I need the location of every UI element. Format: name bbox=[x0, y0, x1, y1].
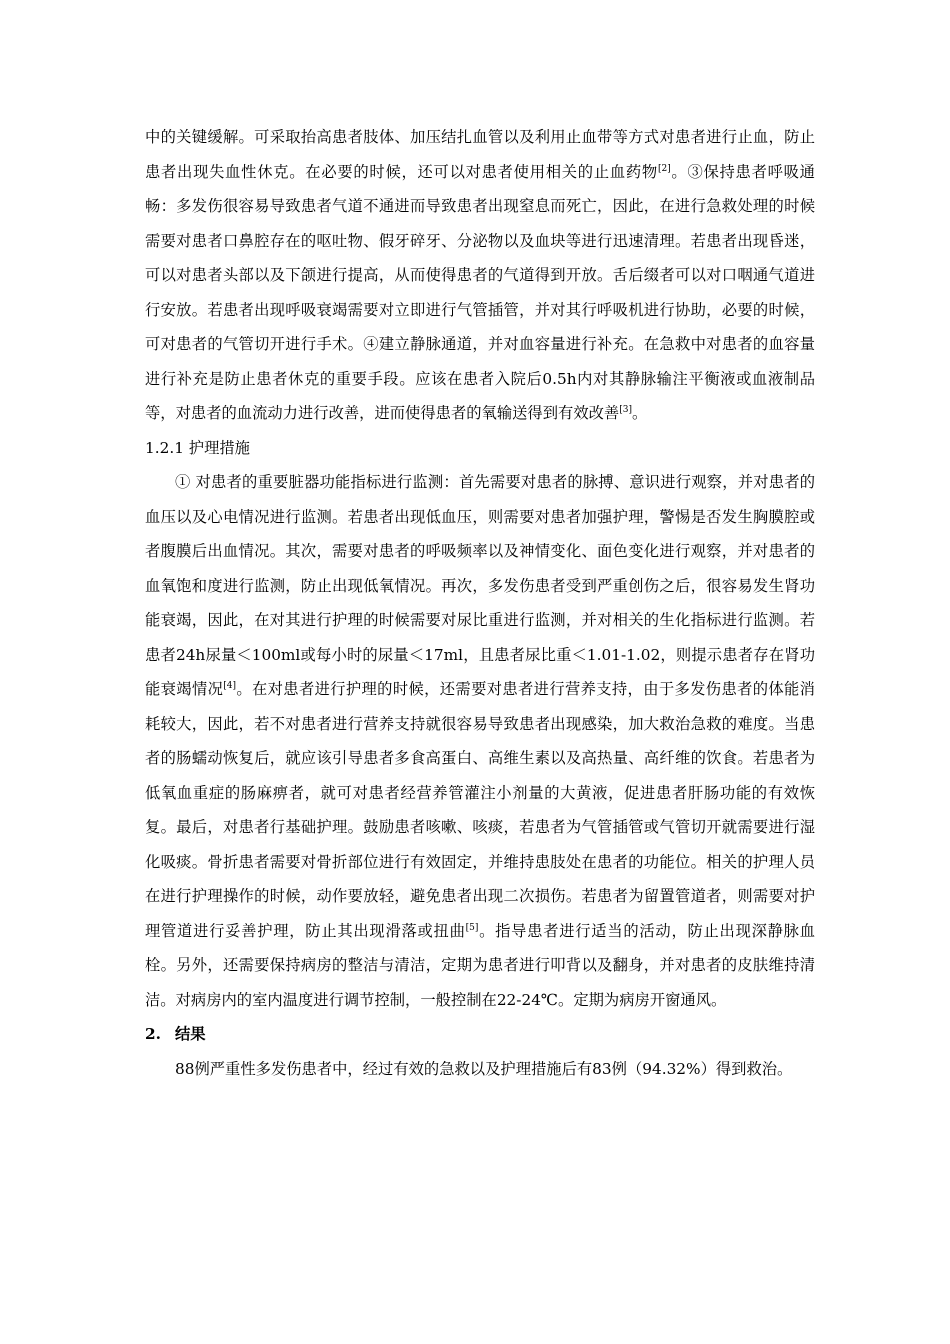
section-number: 2. bbox=[145, 1025, 161, 1043]
paragraph-text: 中的关键缓解。可采取抬高患者肢体、加压结扎血管以及利用止血带等方式对患者进行止血，防止患者出现失血性休克。在必要的时候，还可以对患者使用相关的止血药物 bbox=[145, 128, 815, 181]
paragraph-results: 88例严重性多发伤患者中，经过有效的急救以及护理措施后有83例（94.32%）得到救治。 bbox=[175, 1059, 793, 1078]
citation-ref: [3] bbox=[619, 404, 632, 415]
section-heading-nursing-measures: 1.2.1 护理措施 bbox=[145, 438, 250, 457]
paragraph-text: 。在对患者进行护理的时候，还需要对患者进行营养支持，由于多发伤患者的体能消耗较大，因此，若不对患者进行营养支持就很容易导致患者出现感染，加大救治急救的难度。当患者的肠蠕动恢复后，就应该引导患者多食高蛋白、高维生素以及高热量、高纤维的饮食。若患者为低氧血重症的肠麻痹者，就可对患者经营养管灌注小剂量的大黄液，促进患者肝肠功能的有效恢复。最后，对患者行基础护理。鼓励患者咳嗽、咳痰，若患者为气管插管或气管切开就需要进行湿化吸痰。骨折患者需要对骨折部位进行有效固定，并维持患肢处在患者的功能位。相关的护理人员在进行护理操作的时候，动作要放轻，避免患者出现二次损伤。若患者为留置管道者，则需要对护理管道进行妥善护理，防止其出现滑落或扭曲 bbox=[145, 680, 815, 940]
document-body bbox=[145, 120, 815, 1086]
paragraph-emergency-measures bbox=[145, 120, 815, 431]
paragraph-nursing-measures bbox=[145, 465, 815, 1017]
paragraph-text: 。指导患者进行适当的活动，防止出现深静脉血栓。另外，还需要保持病房的整洁与清洁，定期为患者进行叩背以及翻身，并对患者的皮肤维持清洁。对病房内的室内温度进行调节控制，一般控制在22-24℃。定期为病房开窗通风。 bbox=[145, 921, 815, 1009]
citation-ref: [5] bbox=[465, 922, 479, 933]
paragraph-text: ① 对患者的重要脏器功能指标进行监测：首先需要对患者的脉搏、意识进行观察，并对患者的血压以及心电情况进行监测。若患者出现低血压，则需要对患者加强护理，警惕是否发生胸膜腔或者腹膜后出血情况。其次，需要对患者的呼吸频率以及神情变化、面色变化进行观察，并对患者的血氧饱和度进行监测，防止出现低氧情况。再次，多发伤患者受到严重创伤之后，很容易发生肾功能衰竭，因此，在对其进行护理的时候需要对尿比重进行监测，并对相关的生化指标进行监测。若患者24h尿量＜100ml或每小时的尿量＜17ml，且患者尿比重＜1.01-1.02，则提示患者存在肾功能衰竭情况 bbox=[145, 473, 815, 698]
paragraph-text: 。 bbox=[631, 404, 648, 422]
paragraph-text: 。③保持患者呼吸通畅：多发伤很容易导致患者气道不通进而导致患者出现窒息而死亡，因此，在进行急救处理的时候需要对患者口鼻腔存在的呕吐物、假牙碎牙、分泌物以及血块等进行迅速清理。若患者出现昏迷，可以对患者头部以及下颌进行提高，从而使得患者的气道得到开放。舌后缀者可以对口咽通气道进行安放。若患者出现呼吸衰竭需要对立即进行气管插管，并对其行呼吸机进行协助，必要的时候，可对患者的气管切开进行手术。④建立静脉通道，并对血容量进行补充。在急救中对患者的血容量进行补充是防止患者休克的重要手段。应该在患者入院后0.5h内对其静脉输注平衡液或血液制品等，对患者的血流动力进行改善，进而使得患者的氧输送得到有效改善 bbox=[145, 162, 815, 422]
citation-ref: [2] bbox=[657, 163, 671, 174]
citation-ref: [4] bbox=[223, 680, 236, 691]
section-heading-results bbox=[145, 1017, 815, 1052]
section-title: 结果 bbox=[175, 1025, 206, 1043]
